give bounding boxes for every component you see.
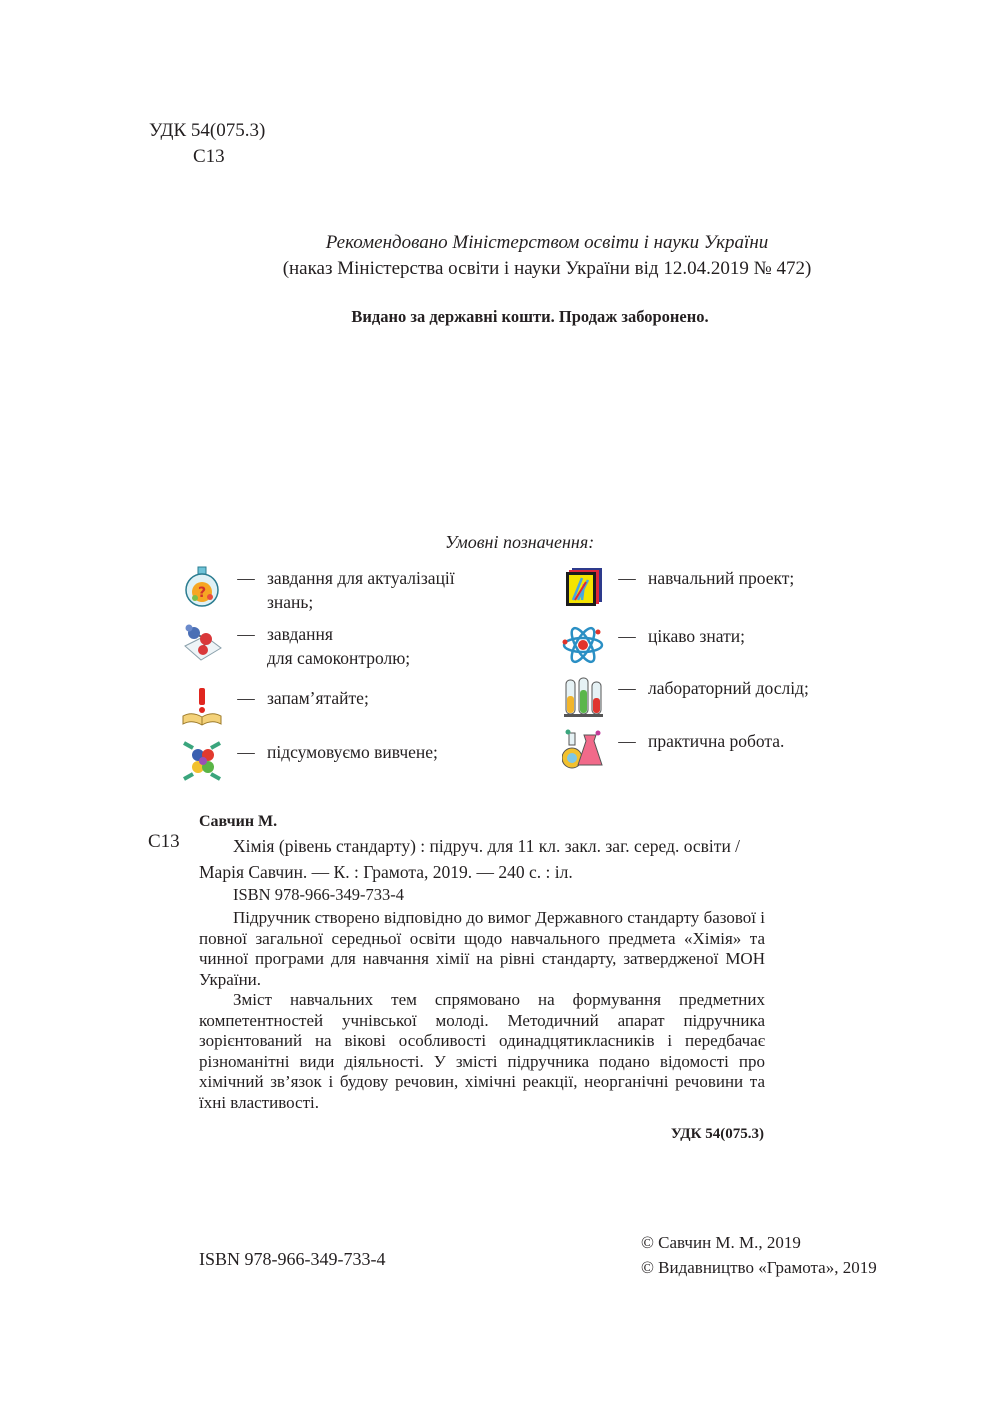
legend-title: Умовні позначення: (445, 532, 595, 552)
lab-flasks-icon (562, 729, 604, 771)
recommendation-line: Рекомендовано Міністерством освіти і науки України (325, 232, 769, 253)
legend-item-selfcontrol: — завдання для самоконтролю; (181, 622, 410, 670)
molecule-paper-icon (181, 622, 223, 664)
legend-item-practical: — практична робота. (562, 729, 784, 771)
atom-icon (562, 624, 604, 666)
svg-text:?: ? (197, 585, 207, 601)
author: Савчин М. (199, 813, 278, 830)
legend-item-text: цікаво знати; (648, 626, 745, 646)
legend-item-remember: — запам’ятайте; (181, 686, 369, 728)
recommendation-block (0, 230, 992, 282)
test-tubes-icon (562, 676, 604, 718)
abstract-paragraph: Зміст навчальних тем спрямовано на формування предметних компетентностей учнівської молоді. Методичний апарат підручника зорієнтований на вікові особливості одинадцятикласників і передбачає різноманітні види діяльності. У змісті підручника подано відомості про хімічний зв’язок і будову речовин, хімічні реакції, неорганічні речовини та їхні властивості. (199, 990, 765, 1112)
legend-item-text: лабораторний дослід; (648, 678, 809, 698)
catalog-code: С13 (148, 831, 180, 852)
udk-code-bottom: УДК 54(075.3) (670, 1126, 764, 1142)
abstract-paragraph: Підручник створено відповідно до вимог Державного стандарту базової і повної загальної середньої освіти щодо навчального предмета «Хімія» та чинної програми для навчання хімії на рівні стандарту, затвердженої МОН України. (199, 908, 765, 989)
legend-item-interesting: — цікаво знати; (562, 624, 745, 666)
isbn-inner: ISBN 978-966-349-733-4 (233, 885, 404, 904)
copyright-publisher: © Видавництво «Грамота», 2019 (641, 1258, 877, 1277)
udk-code-top: УДК 54(075.3) (149, 120, 266, 141)
bibliographic-description: Хімія (рівень стандарту) : підруч. для 11 кл. закл. заг. серед. освіти / Марія Савчин. — К. : Грамота, 2019. — 240 с. : іл. (199, 836, 741, 882)
legend-item-text: навчальний проект; (648, 568, 795, 588)
legend-item-text: завдання (267, 624, 333, 644)
legend-item-text: завдання для актуалізації (267, 568, 455, 588)
project-folders-icon (562, 566, 604, 608)
legend-item-text: підсумовуємо вивчене; (267, 742, 438, 762)
state-funded-notice: Видано за державні кошти. Продаж заборонено. (351, 307, 709, 326)
legend-item-text: запам’ятайте; (267, 688, 369, 708)
legend-item-project: — навчальний проект; (562, 566, 794, 608)
isbn-bottom: ISBN 978-966-349-733-4 (199, 1249, 386, 1269)
catalog-code-top: С13 (193, 146, 225, 167)
legend-item-actualization: ? — завдання для актуалізації знань; (181, 566, 455, 614)
legend-item-text: для самоконтролю; (267, 648, 411, 668)
legend-item-text: знань; (267, 592, 314, 612)
legend-item-summary: — підсумовуємо вивчене; (181, 740, 438, 782)
legend-item-lab: — лабораторний дослід; (562, 676, 809, 718)
molecule-summary-icon (181, 740, 223, 782)
order-line: (наказ Міністерства освіти і науки України від 12.04.2019 № 472) (282, 258, 812, 279)
legend-item-text: практична робота. (648, 731, 785, 751)
copyright-block (641, 1230, 877, 1280)
copyright-author: © Савчин М. М., 2019 (641, 1233, 801, 1252)
open-book-exclamation-icon (181, 686, 223, 728)
abstract (199, 908, 765, 1113)
flask-question-icon (181, 566, 223, 608)
